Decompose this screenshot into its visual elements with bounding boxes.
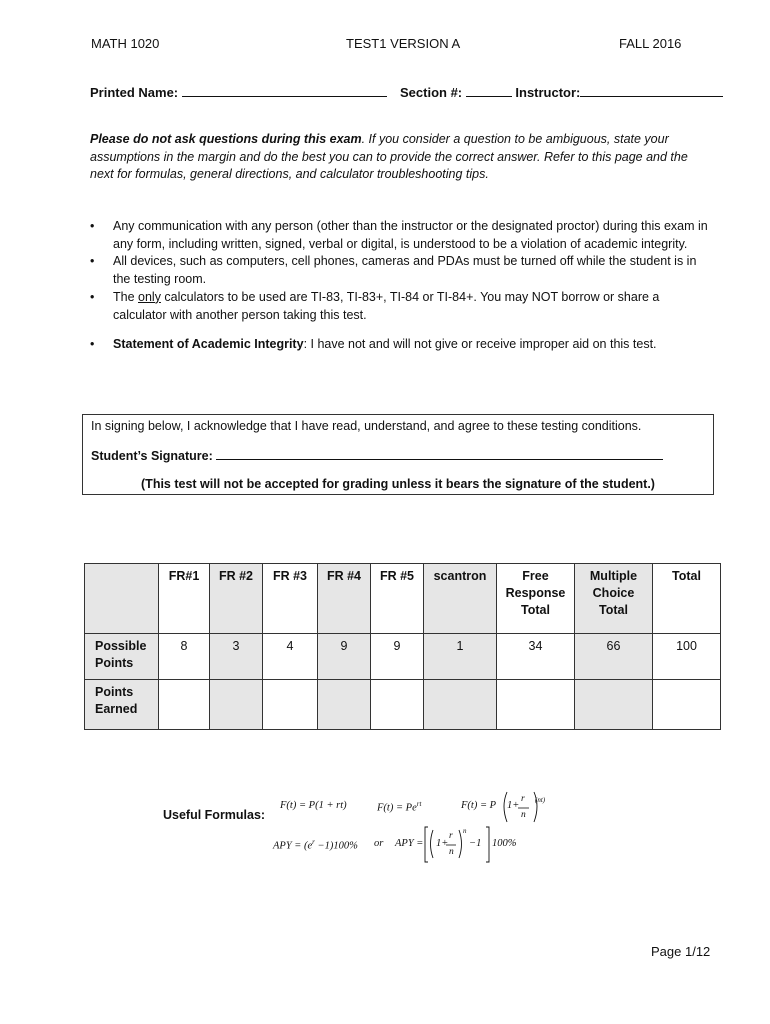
earned-free-response-total[interactable] bbox=[497, 680, 575, 730]
course-code: MATH 1020 bbox=[91, 36, 160, 51]
or-text: or bbox=[374, 838, 384, 849]
bullet-icon: • bbox=[90, 219, 95, 233]
instructions-bold: Please do not ask questions during this exam bbox=[90, 132, 362, 146]
header-fr2: FR #2 bbox=[210, 564, 263, 634]
bullet-icon: • bbox=[90, 337, 95, 352]
integrity-text: : I have not and will not give or receive improper aid on this test. bbox=[303, 337, 657, 352]
earned-scantron[interactable] bbox=[424, 680, 497, 730]
apy-minus-one: −1 bbox=[469, 838, 482, 849]
header-fr1: FR#1 bbox=[159, 564, 210, 634]
rule-calculators bbox=[90, 289, 710, 324]
term: FALL 2016 bbox=[619, 36, 682, 51]
apy-numerator: r bbox=[449, 831, 453, 841]
possible-multiple-choice-total: 66 bbox=[575, 634, 653, 680]
integrity-title: Statement of Academic Integrity bbox=[113, 337, 304, 352]
header-total: Total bbox=[653, 564, 721, 634]
student-info-line bbox=[90, 84, 723, 100]
possible-fr5: 9 bbox=[371, 634, 424, 680]
signature-notice: (This test will not be accepted for grading unless it bears the signature of the student.) bbox=[141, 477, 655, 491]
rule-text: All devices, such as computers, cell phones, cameras and PDAs must be turned off while the student is in the testing room. bbox=[113, 254, 697, 287]
table-row bbox=[85, 680, 721, 730]
header-fr3: FR #3 bbox=[263, 564, 318, 634]
apy-percent: 100% bbox=[492, 838, 517, 849]
rule-text-prefix: The bbox=[113, 289, 139, 304]
earned-fr4[interactable] bbox=[318, 680, 371, 730]
rules-list bbox=[90, 218, 710, 354]
bullet-icon: • bbox=[90, 254, 95, 269]
table-corner-cell bbox=[85, 564, 159, 634]
rule-text-rest: calculators to be used are TI-83, TI-83+, TI-84 or TI-84+. You may NOT borrow or share a calculator with another person taking this test. bbox=[113, 289, 660, 322]
compound-exponent: (nt) bbox=[535, 796, 546, 804]
rule-devices bbox=[90, 253, 710, 288]
useful-formulas-label: Useful Formulas: bbox=[163, 808, 266, 822]
printed-name-field[interactable] bbox=[182, 84, 387, 97]
apy-one-plus: 1+ bbox=[436, 838, 449, 849]
possible-fr2: 3 bbox=[210, 634, 263, 680]
test-version: TEST1 VERSION A bbox=[346, 36, 461, 51]
header-scantron: scantron bbox=[424, 564, 497, 634]
continuous-compound-formula bbox=[377, 800, 421, 814]
page-number: Page 1/12 bbox=[651, 944, 711, 959]
possible-fr3: 4 bbox=[263, 634, 318, 680]
apy-continuous-rest: −1)100% bbox=[314, 840, 358, 852]
points-earned-label: Points Earned bbox=[85, 680, 159, 730]
earned-fr2[interactable] bbox=[210, 680, 263, 730]
possible-points-label: Possible Points bbox=[85, 634, 159, 680]
table-row bbox=[85, 634, 721, 680]
possible-fr4: 9 bbox=[318, 634, 371, 680]
apy-continuous-formula bbox=[273, 838, 358, 852]
earned-fr5[interactable] bbox=[371, 680, 424, 730]
earned-multiple-choice-total[interactable] bbox=[575, 680, 653, 730]
score-table bbox=[84, 563, 721, 730]
exam-instructions bbox=[90, 131, 710, 184]
possible-fr1: 8 bbox=[159, 634, 210, 680]
signature-line bbox=[91, 447, 663, 463]
possible-total: 100 bbox=[653, 634, 721, 680]
header-fr4: FR #4 bbox=[318, 564, 371, 634]
printed-name-label: Printed Name: bbox=[90, 85, 179, 100]
header-multiple-choice-total: Multiple Choice Total bbox=[575, 564, 653, 634]
continuous-exponent: rt bbox=[416, 800, 422, 808]
compound-formula-prefix: F(t) = P bbox=[461, 800, 497, 811]
rule-text: Any communication with any person (other than the instructor or the designated proctor) during this exam in any form, including written, signed, verbal or digital, is understood to be a violation of academic integrity. bbox=[113, 219, 708, 251]
apy-continuous-base: APY = (e bbox=[273, 840, 313, 852]
rule-academic-integrity bbox=[90, 336, 710, 354]
possible-scantron: 1 bbox=[424, 634, 497, 680]
instructions-text: . If you consider a question to be ambiguous, state your assumptions in the margin and do the best you can to provide the correct answer. Refer to this page and the next for formulas, general directions, and calculator troubleshooting tips. bbox=[90, 132, 688, 181]
rule-communication bbox=[90, 218, 710, 253]
signature-label: Student’s Signature: bbox=[91, 449, 213, 463]
section-label: Section #: bbox=[400, 85, 463, 100]
apy-exponent: n bbox=[463, 827, 467, 835]
earned-total[interactable] bbox=[653, 680, 721, 730]
earned-fr1[interactable] bbox=[159, 680, 210, 730]
header-fr5: FR #5 bbox=[371, 564, 424, 634]
apy-continuous-exponent: r bbox=[312, 838, 315, 846]
acknowledgement-text: In signing below, I acknowledge that I have read, understand, and agree to these testing conditions. bbox=[91, 419, 642, 433]
signature-field[interactable] bbox=[216, 447, 663, 460]
compound-one-plus: 1+ bbox=[507, 800, 520, 811]
possible-free-response-total: 34 bbox=[497, 634, 575, 680]
instructor-label: Instructor: bbox=[515, 85, 581, 100]
continuous-base: F(t) = Pe bbox=[377, 802, 417, 814]
apy-denominator: n bbox=[449, 847, 454, 857]
bullet-icon: • bbox=[90, 289, 95, 304]
section-field[interactable] bbox=[466, 84, 512, 97]
rule-text-underlined: only bbox=[138, 289, 161, 304]
instructor-field[interactable] bbox=[580, 84, 723, 97]
table-header-row bbox=[85, 564, 721, 634]
header-free-response-total: Free Response Total bbox=[497, 564, 575, 634]
compound-numerator: r bbox=[521, 794, 525, 804]
signature-box bbox=[82, 414, 714, 495]
apy-compound-prefix: APY = bbox=[395, 838, 424, 849]
simple-interest-formula: F(t) = P(1 + rt) bbox=[280, 800, 347, 811]
compound-denominator: n bbox=[521, 810, 526, 820]
earned-fr3[interactable] bbox=[263, 680, 318, 730]
